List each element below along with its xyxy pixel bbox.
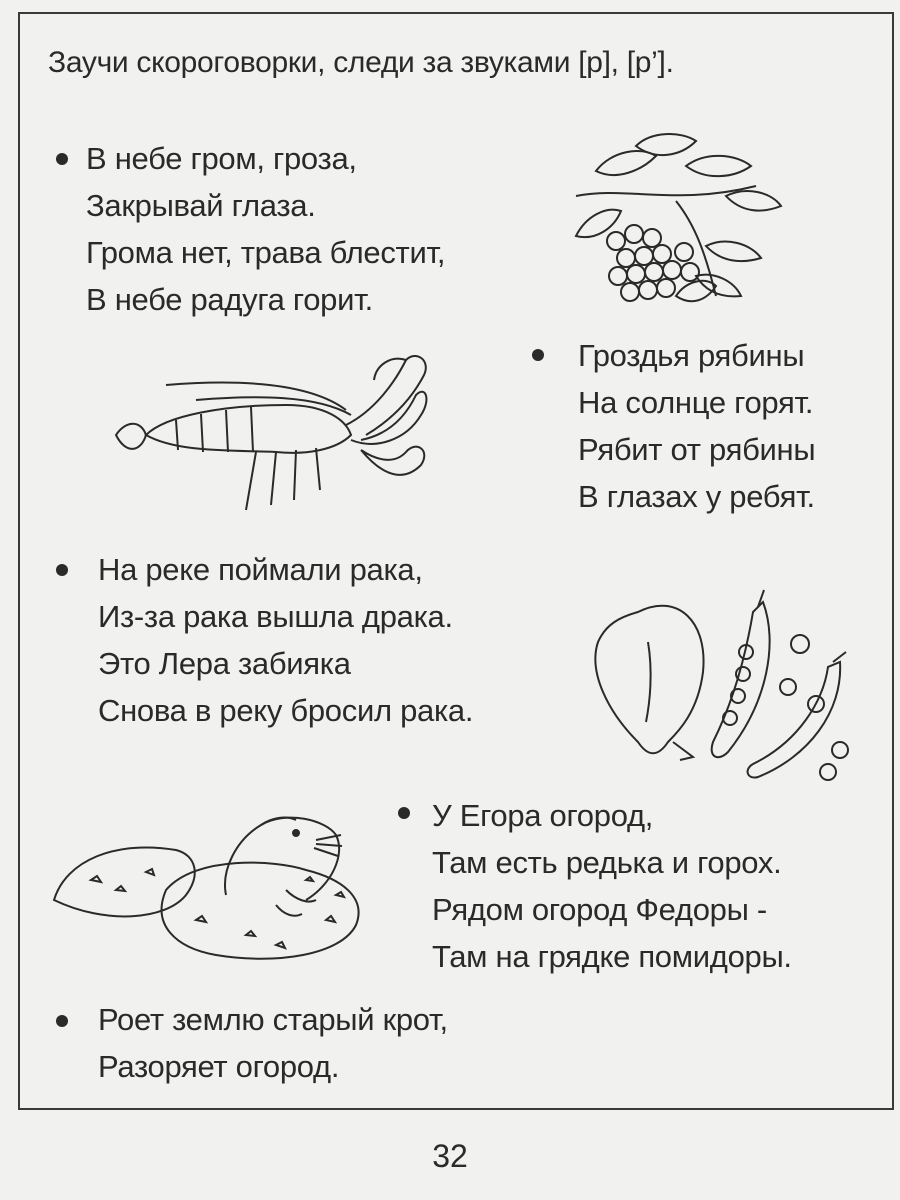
bullet-3 [56, 564, 68, 576]
poem-4 [432, 792, 792, 980]
poem-line: Это Лера забияка [98, 646, 351, 681]
poem-line: На реке поймали рака, [98, 552, 423, 587]
bullet-1 [56, 153, 68, 165]
crayfish-illustration [106, 340, 436, 520]
poem-line: Грома нет, трава блестит, [86, 235, 446, 270]
poem-line: Роет землю старый крот, [98, 1002, 448, 1037]
poem-line: Снова в реку бросил рака. [98, 693, 474, 728]
poem-line: В небе радуга горит. [86, 282, 373, 317]
mole-illustration [46, 800, 376, 970]
poem-3 [98, 546, 473, 734]
poem-line: Там на грядке помидоры. [432, 939, 792, 974]
poem-line: Рябит от рябины [578, 432, 816, 467]
poem-line: Из-за рака вышла драка. [98, 599, 453, 634]
poem-line: В глазах у ребят. [578, 479, 815, 514]
poem-line: Гроздья рябины [578, 338, 805, 373]
poem-line: Там есть редька и горох. [432, 845, 782, 880]
poem-line: У Егора огород, [432, 798, 654, 833]
poem-line: Разоряет огород. [98, 1049, 340, 1084]
poem-1 [86, 135, 445, 323]
poem-line: Рядом огород Федоры - [432, 892, 767, 927]
poem-5 [98, 996, 448, 1090]
poem-2 [578, 332, 815, 520]
poem-line: В небе гром, гроза, [86, 141, 357, 176]
radish-and-peas-illustration [578, 582, 858, 792]
bullet-5 [56, 1015, 68, 1027]
poem-line: Закрывай глаза. [86, 188, 316, 223]
rowan-branch-illustration [556, 126, 786, 316]
page-number: 32 [432, 1138, 468, 1174]
bullet-2 [532, 349, 544, 361]
page-title: Заучи скороговорки, следи за звуками [р], [р’]. [48, 46, 674, 79]
bullet-4 [398, 807, 410, 819]
poem-line: На солнце горят. [578, 385, 814, 420]
